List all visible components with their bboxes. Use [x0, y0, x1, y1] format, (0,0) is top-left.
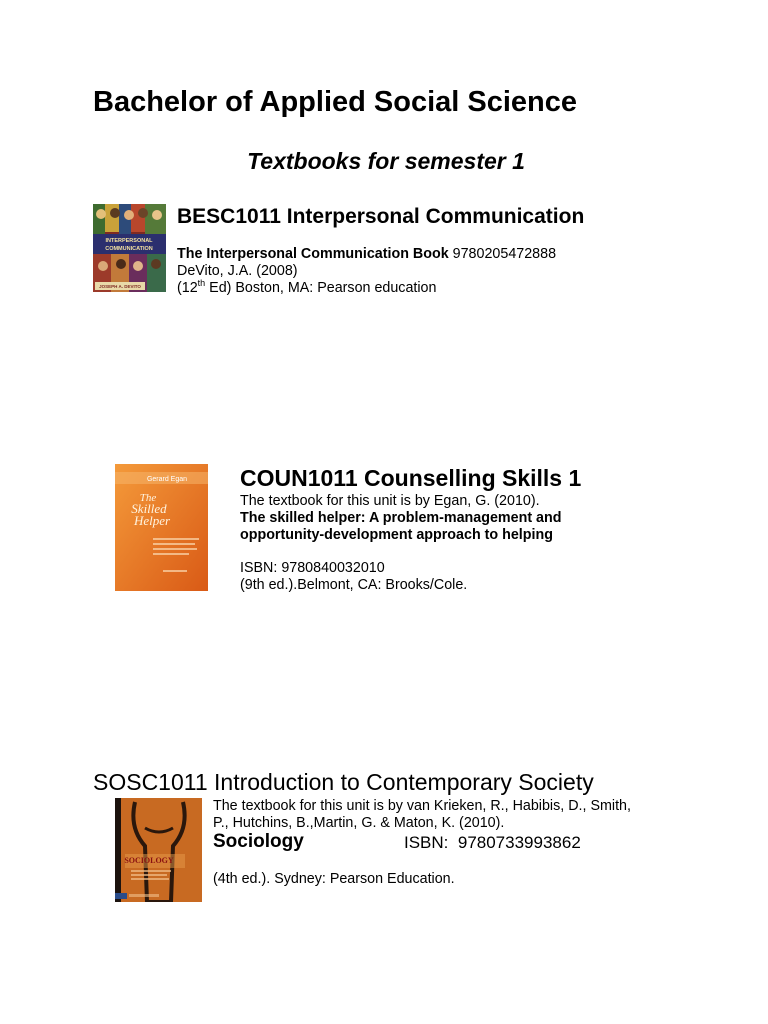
book-isbn: ISBN: 9780840032010 — [240, 560, 385, 576]
unit-intro-coun1011: The textbook for this unit is by Egan, G. (2010). — [240, 493, 540, 509]
book-title-line1 — [240, 510, 561, 527]
unit-heading-coun1011: COUN1011 Counselling Skills 1 — [240, 465, 582, 491]
book-cover-skilled-helper — [115, 464, 208, 591]
book-title: The Interpersonal Communication Book — [177, 246, 449, 262]
cover-author: Gerard Egan — [146, 476, 188, 483]
book-edition — [177, 280, 436, 297]
edition-superscript: th — [197, 278, 206, 289]
book-cover-interpersonal-communication — [93, 204, 166, 292]
book-isbn: 9780205472888 — [452, 246, 557, 262]
book-cover-sociology — [115, 798, 202, 902]
edition-number: (12 — [177, 280, 198, 296]
book-author: DeVito, J.A. (2008) — [177, 263, 298, 279]
book-isbn — [404, 833, 581, 853]
isbn-value: 9780733993862 — [457, 833, 581, 852]
book-title-1: The skilled helper: A problem-management and — [240, 510, 562, 526]
unit-heading-sosc1011: SOSC1011 Introduction to Contemporary Society — [93, 769, 594, 795]
book-title-line2 — [240, 527, 553, 544]
book-cover-art — [93, 204, 166, 292]
cover-title-line2: COMMUNICATION — [105, 246, 153, 252]
book-title: Sociology — [213, 831, 304, 852]
unit-intro-line2: P., Hutchins, B.,Martin, G. & Maton, K. (2010). — [213, 815, 505, 831]
cover-title-line1: INTERPERSONAL — [105, 238, 153, 244]
cover-title: SOCIOLOGY — [124, 856, 174, 865]
unit-heading-besc1011: BESC1011 Interpersonal Communication — [177, 205, 585, 228]
isbn-label: ISBN: — [404, 833, 449, 852]
edition-publisher: Ed) Boston, MA: Pearson education — [205, 280, 437, 296]
book-title-2: opportunity-development approach to helping — [240, 527, 553, 543]
book-cover-art — [115, 464, 208, 591]
cover-title-1: The — [139, 492, 157, 504]
page-subtitle: Textbooks for semester 1 — [247, 148, 525, 174]
cover-title-3: Helper — [133, 513, 171, 528]
book-edition: (9th ed.).Belmont, CA: Brooks/Cole. — [240, 577, 468, 593]
unit-book-line-besc1011 — [177, 246, 556, 263]
cover-author: JOSEPH A. DEVITO — [99, 284, 141, 289]
book-edition: (4th ed.). Sydney: Pearson Education. — [213, 871, 455, 887]
page-title: Bachelor of Applied Social Science — [93, 86, 578, 118]
book-cover-art — [115, 798, 202, 902]
unit-intro-line1: The textbook for this unit is by van Krieken, R., Habibis, D., Smith, — [213, 798, 631, 814]
cover-title-2: Skilled — [131, 501, 167, 516]
